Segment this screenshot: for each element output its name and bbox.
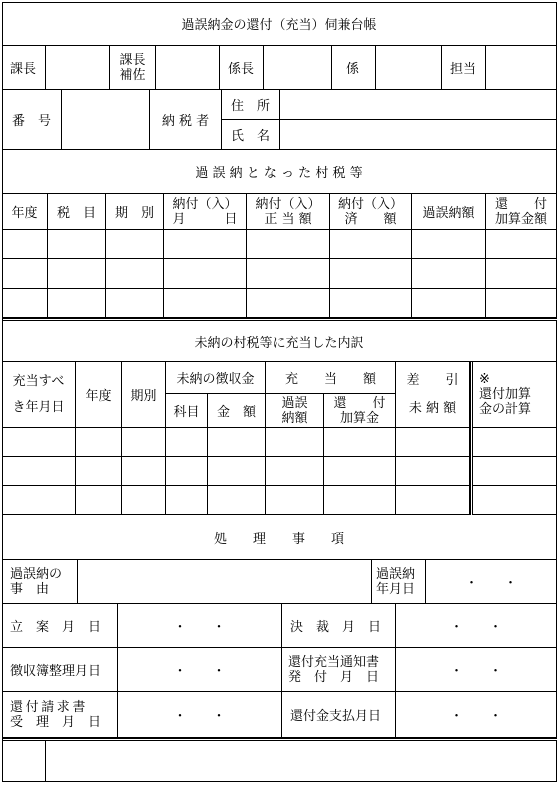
s2-row-1-cell-6[interactable] xyxy=(266,428,324,457)
tanto-label xyxy=(442,46,486,90)
kakaricho-label xyxy=(220,46,264,90)
seikyusho-field[interactable] xyxy=(118,692,282,738)
shiharai-text: 還付金支払月日 xyxy=(290,709,382,724)
kacho-hosa-text-1: 課長 xyxy=(119,52,146,68)
seikyusho-text-2: 受 理 月 日 xyxy=(10,714,102,730)
kacho-text: 課長 xyxy=(10,62,37,77)
jusho-label xyxy=(222,90,280,120)
seikyusho-dots: ・ ・ xyxy=(173,709,226,724)
s1-zeimoku-text: 税 目 xyxy=(56,206,96,221)
kacho-hosa-stamp-box[interactable] xyxy=(156,46,220,90)
shiharai-field[interactable] xyxy=(396,692,557,738)
kakaricho-text: 係長 xyxy=(228,62,255,77)
form-title-text: 過誤納金の還付（充当）伺兼台帳 xyxy=(181,18,377,33)
seikyusho-text-1: 還付請求書 xyxy=(10,699,89,715)
s2-kamoku-text: 科目 xyxy=(173,405,200,420)
s1-row-3-cell-4[interactable] xyxy=(164,289,247,318)
s2-kingaku-text: 金 額 xyxy=(216,405,256,420)
tanto-stamp-box[interactable] xyxy=(486,46,557,90)
s2-row-3-cell-9[interactable] xyxy=(473,486,557,515)
jusho-field[interactable] xyxy=(280,90,557,120)
kagono-date-text-2: 年月日 xyxy=(376,581,416,597)
s2-row-3-cell-6[interactable] xyxy=(266,486,324,515)
choshubo-dots: ・ ・ xyxy=(173,664,226,679)
s1-header-zumi xyxy=(330,194,412,230)
section3-title xyxy=(2,515,557,560)
s2-row-1-cell-8[interactable] xyxy=(396,428,470,457)
kacho-label xyxy=(2,46,46,90)
shiharai-dots: ・ ・ xyxy=(449,709,502,724)
s2-mino-gaku-text: 未 納 額 xyxy=(408,400,457,416)
seikyusho-label xyxy=(2,692,118,738)
s1-row-1-cell-3[interactable] xyxy=(106,230,164,259)
s2-row-3-cell-4[interactable] xyxy=(166,486,208,515)
s2-row-2-cell-5[interactable] xyxy=(208,457,266,486)
choshubo-text: 徴収簿整理月日 xyxy=(10,664,102,679)
nozeisha-text: 納 税 者 xyxy=(161,114,210,129)
s2-nendo-text: 年度 xyxy=(85,389,112,404)
s2-mino-text: 未納の徴収金 xyxy=(176,372,255,387)
shimei-text: 氏 名 xyxy=(230,129,270,144)
s2-row-3-cell-8[interactable] xyxy=(396,486,470,515)
s1-row-1-cell-6[interactable] xyxy=(330,230,412,259)
s2-header-kingaku xyxy=(208,394,266,428)
s2-kagono-text-2: 納額 xyxy=(281,410,308,426)
s2-header-juto-gaku xyxy=(266,362,396,394)
section1-title xyxy=(2,150,557,194)
kessai-field[interactable] xyxy=(396,604,557,648)
s2-row-2-cell-9[interactable] xyxy=(473,457,557,486)
kakaricho-stamp-box[interactable] xyxy=(264,46,332,90)
s1-row-2-cell-2[interactable] xyxy=(48,259,106,288)
s2-sashihiki-text: 差 引 xyxy=(406,372,459,388)
s1-nofu-tsukihi-text-1: 納付（入） xyxy=(172,196,238,212)
tsuchisho-label xyxy=(282,648,396,692)
s2-row-3-cell-7[interactable] xyxy=(324,486,396,515)
jiyu-text-2: 事 由 xyxy=(10,581,50,597)
s2-header-kibetsu xyxy=(122,362,166,428)
section2-title xyxy=(2,321,557,362)
s2-row-3-cell-1[interactable] xyxy=(2,486,76,515)
s2-row-1-cell-3[interactable] xyxy=(122,428,166,457)
s1-row-1-cell-7[interactable] xyxy=(412,230,486,259)
s2-header-kamoku xyxy=(166,394,208,428)
s1-row-2-cell-5[interactable] xyxy=(247,259,330,288)
bottom-remarks-box[interactable] xyxy=(46,741,557,782)
kagono-date-text-1: 過誤納 xyxy=(376,566,416,582)
s1-row-1-cell-8[interactable] xyxy=(486,230,557,259)
s2-row-1-cell-1[interactable] xyxy=(2,428,76,457)
s2-row-2-cell-6[interactable] xyxy=(266,457,324,486)
s1-row-2-cell-8[interactable] xyxy=(486,259,557,288)
kagono-date-field[interactable] xyxy=(426,560,557,604)
s2-juto-date-text-1: 充当すべ xyxy=(12,373,65,389)
s2-row-3-cell-2[interactable] xyxy=(76,486,122,515)
bottom-left-box[interactable] xyxy=(2,741,46,782)
ritsuan-dots: ・ ・ xyxy=(173,620,226,635)
s1-row-3-cell-8[interactable] xyxy=(486,289,557,318)
jiyu-text-1: 過誤納の xyxy=(10,566,63,582)
section3-title-text: 処 理 事 項 xyxy=(213,531,344,547)
s2-kagono-text-1: 過誤 xyxy=(281,395,308,411)
s2-header-kagono xyxy=(266,394,324,428)
s2-row-2-cell-7[interactable] xyxy=(324,457,396,486)
s1-row-2-cell-7[interactable] xyxy=(412,259,486,288)
s2-row-3-cell-5[interactable] xyxy=(208,486,266,515)
s1-zumi-text-1: 納付（入） xyxy=(337,196,403,212)
s1-row-3-cell-1[interactable] xyxy=(2,289,48,318)
jusho-text: 住 所 xyxy=(230,99,270,114)
s2-row-3-cell-3[interactable] xyxy=(122,486,166,515)
s2-header-juto-date xyxy=(2,362,76,428)
shimei-label xyxy=(222,120,280,150)
s1-row-2-cell-6[interactable] xyxy=(330,259,412,288)
kakari-text: 係 xyxy=(346,62,360,77)
s2-row-2-cell-1[interactable] xyxy=(2,457,76,486)
s2-row-1-cell-7[interactable] xyxy=(324,428,396,457)
shimei-field[interactable] xyxy=(280,120,557,150)
s1-nendo-text: 年度 xyxy=(11,206,38,221)
s1-kanpu-text-2: 加算金額 xyxy=(494,211,547,227)
s1-header-kanpu xyxy=(486,194,557,230)
shiharai-label xyxy=(282,692,396,738)
bango-field[interactable] xyxy=(62,90,150,150)
s1-header-zeimoku xyxy=(48,194,106,230)
s1-row-3-cell-5[interactable] xyxy=(247,289,330,318)
jiyu-field[interactable] xyxy=(78,560,372,604)
s2-row-1-cell-9[interactable] xyxy=(473,428,557,457)
bango-label xyxy=(2,90,62,150)
s1-kagono-text: 過誤納額 xyxy=(422,206,475,221)
s2-keisan-text-1: ※ xyxy=(479,372,490,387)
s2-keisan-text-3: 金の計算 xyxy=(479,402,532,417)
s1-row-3-cell-3[interactable] xyxy=(106,289,164,318)
s2-kanpu-kasan-text-2: 加算金 xyxy=(339,410,379,426)
s1-row-2-cell-1[interactable] xyxy=(2,259,48,288)
s1-seito-text-2: 正 当 額 xyxy=(264,211,312,227)
s1-nofu-tsukihi-text-2: 月 日 xyxy=(172,211,238,227)
kacho-hosa-text-2: 補佐 xyxy=(119,67,146,83)
kakari-label xyxy=(332,46,376,90)
tanto-text: 担当 xyxy=(450,62,477,77)
s1-row-3-cell-2[interactable] xyxy=(48,289,106,318)
s2-kanpu-kasan-text-1: 還 付 xyxy=(333,395,386,411)
kagono-date-label xyxy=(372,560,426,604)
kessai-label xyxy=(282,604,396,648)
kakari-stamp-box[interactable] xyxy=(376,46,442,90)
s2-juto-date-text-2: き年月日 xyxy=(12,399,65,415)
nozeisha-label xyxy=(150,90,222,150)
s2-row-1-cell-2[interactable] xyxy=(76,428,122,457)
ritsuan-text: 立 案 月 日 xyxy=(10,620,102,635)
s1-header-kibetsu xyxy=(106,194,164,230)
s1-row-2-cell-4[interactable] xyxy=(164,259,247,288)
ritsuan-label xyxy=(2,604,118,648)
s1-row-3-cell-7[interactable] xyxy=(412,289,486,318)
s2-juto-gaku-text: 充 当 額 xyxy=(284,372,376,387)
tsuchisho-field[interactable] xyxy=(396,648,557,692)
tsuchisho-text-2: 発 付 月 日 xyxy=(288,669,380,685)
s1-kanpu-text-1: 還 付 xyxy=(494,196,547,212)
s1-seito-text-1: 納付（入） xyxy=(255,196,321,212)
s1-header-nofu-tsukihi xyxy=(164,194,247,230)
s1-kibetsu-text: 期 別 xyxy=(114,206,154,221)
s2-row-2-cell-3[interactable] xyxy=(122,457,166,486)
jiyu-label xyxy=(2,560,78,604)
s1-row-3-cell-6[interactable] xyxy=(330,289,412,318)
s1-row-1-cell-1[interactable] xyxy=(2,230,48,259)
s2-header-kanpu-kasan xyxy=(324,394,396,428)
form-title xyxy=(2,2,557,46)
s2-row-1-cell-4[interactable] xyxy=(166,428,208,457)
s1-header-kagono xyxy=(412,194,486,230)
s1-row-2-cell-3[interactable] xyxy=(106,259,164,288)
s2-header-sashihiki xyxy=(396,362,470,428)
s2-keisan-text-2: 還付加算 xyxy=(479,387,532,402)
choshubo-field[interactable] xyxy=(118,648,282,692)
s2-header-nendo xyxy=(76,362,122,428)
kagono-date-dots: ・ ・ xyxy=(464,576,517,591)
s2-row-2-cell-4[interactable] xyxy=(166,457,208,486)
bango-text: 番 号 xyxy=(11,114,51,129)
s2-row-2-cell-8[interactable] xyxy=(396,457,470,486)
kessai-dots: ・ ・ xyxy=(449,620,502,635)
s1-zumi-text-2: 済 額 xyxy=(344,211,397,227)
s1-row-1-cell-4[interactable] xyxy=(164,230,247,259)
ritsuan-field[interactable] xyxy=(118,604,282,648)
choshubo-label xyxy=(2,648,118,692)
s2-row-2-cell-2[interactable] xyxy=(76,457,122,486)
s2-header-keisan xyxy=(473,362,557,428)
kessai-text: 決 裁 月 日 xyxy=(290,620,382,635)
s2-kibetsu-text: 期別 xyxy=(130,389,157,404)
section1-title-text: 過 誤 納 と な っ た 村 税 等 xyxy=(195,166,363,181)
s1-header-nendo xyxy=(2,194,48,230)
kacho-hosa-label xyxy=(110,46,156,90)
tsuchisho-text-1: 還付充当通知書 xyxy=(288,654,380,670)
section2-title-text: 未納の村税等に充当した内訳 xyxy=(194,335,364,351)
s1-row-1-cell-5[interactable] xyxy=(247,230,330,259)
kacho-stamp-box[interactable] xyxy=(46,46,110,90)
s1-header-seito xyxy=(247,194,330,230)
s2-row-1-cell-5[interactable] xyxy=(208,428,266,457)
s1-row-1-cell-2[interactable] xyxy=(48,230,106,259)
tsuchisho-dots: ・ ・ xyxy=(449,664,502,679)
s2-header-mino xyxy=(166,362,266,394)
